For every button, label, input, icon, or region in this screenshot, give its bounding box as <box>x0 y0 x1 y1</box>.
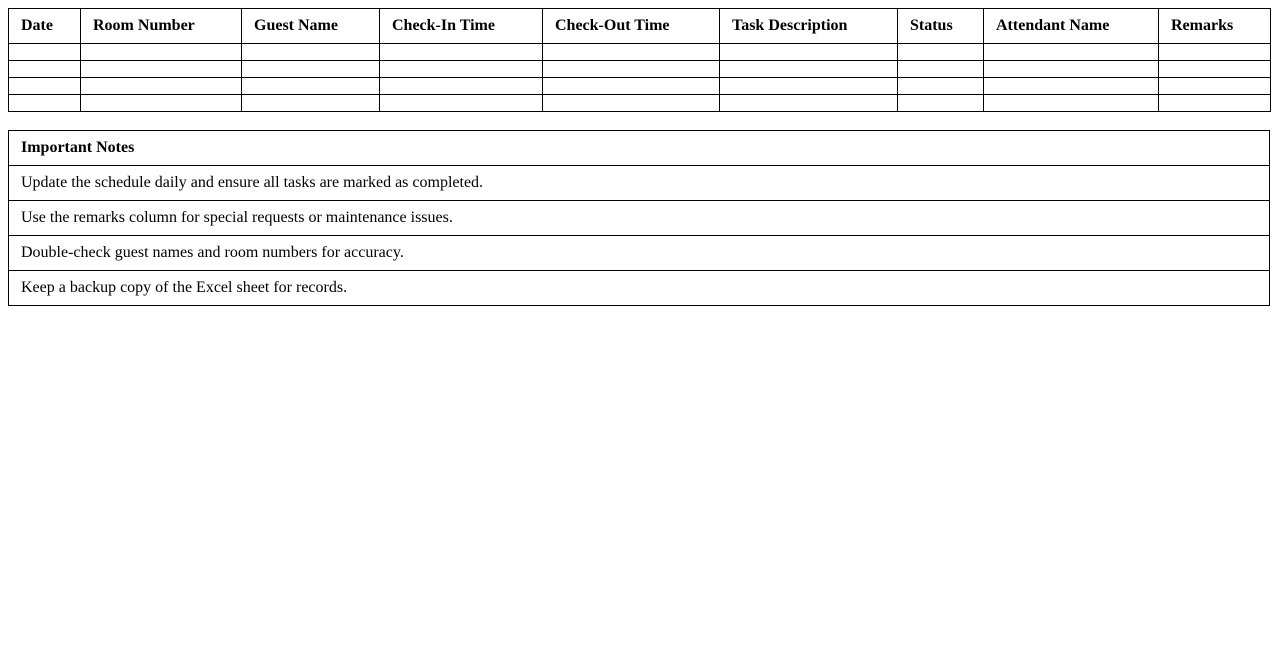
note-item: Use the remarks column for special requests or maintenance issues. <box>9 201 1270 236</box>
notes-heading-row <box>9 131 1270 166</box>
cell-guest-name[interactable] <box>242 95 380 112</box>
cell-room-number[interactable] <box>81 44 242 61</box>
cell-task-description[interactable] <box>720 61 898 78</box>
column-header-task-description: Task Description <box>720 9 898 44</box>
cell-date[interactable] <box>9 61 81 78</box>
column-header-date: Date <box>9 9 81 44</box>
notes-heading: Important Notes <box>9 131 1270 166</box>
cell-guest-name[interactable] <box>242 44 380 61</box>
cell-check-in-time[interactable] <box>380 95 543 112</box>
cell-task-description[interactable] <box>720 78 898 95</box>
cell-task-description[interactable] <box>720 44 898 61</box>
note-row <box>9 271 1270 306</box>
cell-check-out-time[interactable] <box>543 44 720 61</box>
table-row <box>9 95 1271 112</box>
note-row <box>9 236 1270 271</box>
header-row <box>9 9 1271 44</box>
table-row <box>9 78 1271 95</box>
cell-check-in-time[interactable] <box>380 44 543 61</box>
cell-check-out-time[interactable] <box>543 95 720 112</box>
housekeeping-schedule-table <box>8 8 1271 112</box>
note-row <box>9 201 1270 236</box>
schedule-header <box>9 9 1271 44</box>
cell-attendant-name[interactable] <box>984 61 1159 78</box>
cell-check-out-time[interactable] <box>543 78 720 95</box>
column-header-remarks: Remarks <box>1159 9 1271 44</box>
note-item: Update the schedule daily and ensure all tasks are marked as completed. <box>9 166 1270 201</box>
cell-date[interactable] <box>9 78 81 95</box>
note-item: Double-check guest names and room numbers for accuracy. <box>9 236 1270 271</box>
column-header-guest-name: Guest Name <box>242 9 380 44</box>
cell-remarks[interactable] <box>1159 95 1271 112</box>
cell-task-description[interactable] <box>720 95 898 112</box>
table-row <box>9 44 1271 61</box>
note-row <box>9 166 1270 201</box>
column-header-check-out-time: Check-Out Time <box>543 9 720 44</box>
column-header-status: Status <box>898 9 984 44</box>
cell-attendant-name[interactable] <box>984 78 1159 95</box>
cell-attendant-name[interactable] <box>984 95 1159 112</box>
cell-status[interactable] <box>898 95 984 112</box>
cell-attendant-name[interactable] <box>984 44 1159 61</box>
cell-room-number[interactable] <box>81 95 242 112</box>
cell-check-out-time[interactable] <box>543 61 720 78</box>
cell-room-number[interactable] <box>81 61 242 78</box>
important-notes-table <box>8 130 1270 306</box>
column-header-attendant-name: Attendant Name <box>984 9 1159 44</box>
cell-status[interactable] <box>898 61 984 78</box>
cell-status[interactable] <box>898 44 984 61</box>
cell-guest-name[interactable] <box>242 61 380 78</box>
column-header-check-in-time: Check-In Time <box>380 9 543 44</box>
cell-check-in-time[interactable] <box>380 61 543 78</box>
cell-check-in-time[interactable] <box>380 78 543 95</box>
cell-date[interactable] <box>9 95 81 112</box>
column-header-room-number: Room Number <box>81 9 242 44</box>
cell-guest-name[interactable] <box>242 78 380 95</box>
cell-remarks[interactable] <box>1159 44 1271 61</box>
cell-remarks[interactable] <box>1159 78 1271 95</box>
table-row <box>9 61 1271 78</box>
cell-date[interactable] <box>9 44 81 61</box>
note-item: Keep a backup copy of the Excel sheet for records. <box>9 271 1270 306</box>
cell-remarks[interactable] <box>1159 61 1271 78</box>
cell-room-number[interactable] <box>81 78 242 95</box>
schedule-body <box>9 44 1271 112</box>
cell-status[interactable] <box>898 78 984 95</box>
